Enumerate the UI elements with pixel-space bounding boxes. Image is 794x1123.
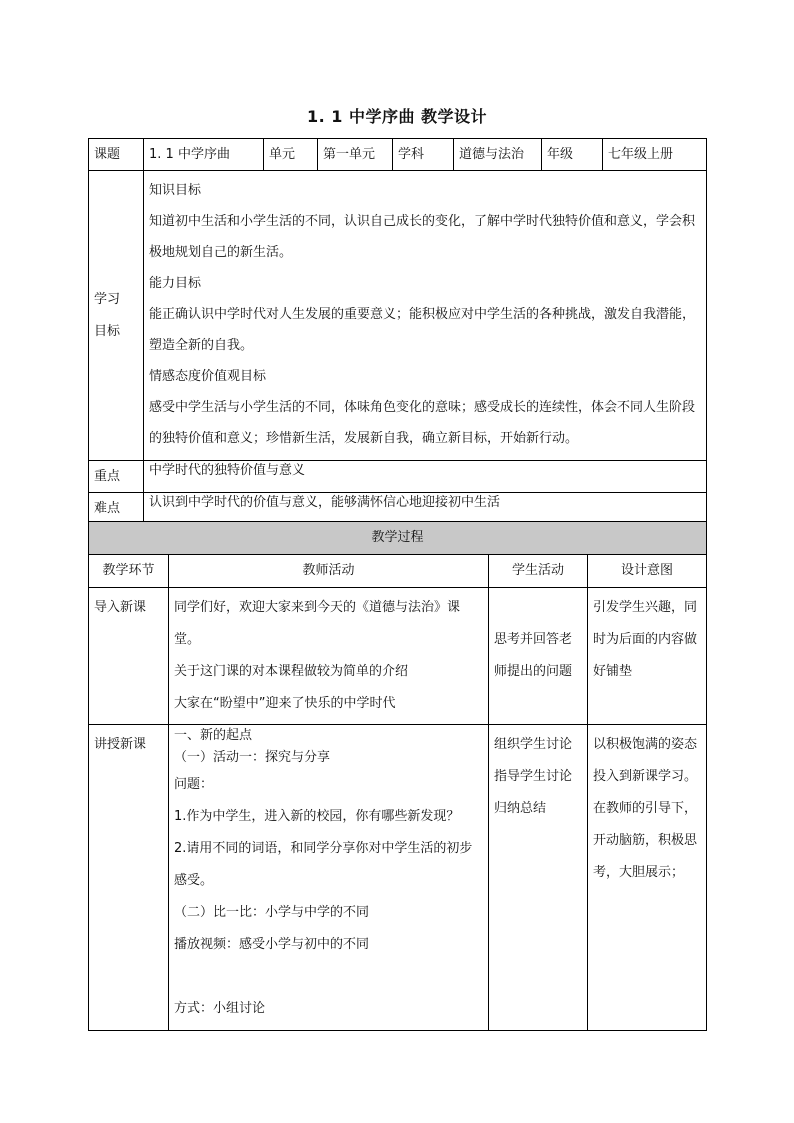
grade-label: 年级 [542,139,603,171]
key-point-label: 重点 [89,461,144,493]
goals-content [144,171,707,461]
emotion-goal-title: 情感态度价值观目标 [149,369,267,384]
student-lecture [489,725,588,1031]
student-lecture-line: 归纳总结 [494,801,547,816]
teacher-lecture-line: 2.请用不同的词语，和同学分享你对中学生活的初步感受。 [174,841,473,888]
student-lecture-line: 指导学生讨论 [494,769,573,784]
key-point-text: 中学时代的独特价值与意义 [144,461,707,493]
design-intro-text: 引发学生兴趣，同时为后面的内容做好铺垫 [593,600,698,679]
emotion-goal-text: 感受中学生活与小学生活的不同，体味角色变化的意味；感受成长的连续性，体会不同人生阶段的独特价值和意义；珍惜新生活，发展新自我，确立新目标，开始新行动。 [149,400,696,446]
teacher-intro-line: 同学们好，欢迎大家来到今天的《道德与法治》课堂。 [174,600,461,647]
teacher-lecture [169,725,489,1031]
goals-label [89,171,144,461]
info-table [88,138,707,525]
ability-goal-title: 能力目标 [149,276,202,291]
topic-value: 1. 1 中学序曲 [144,139,264,171]
knowledge-goal-text: 知道初中生活和小学生活的不同，认识自己成长的变化，了解中学时代独特价值和意义，学会积极地规划自己的新生活。 [149,214,696,260]
teacher-intro-line: 关于这门课的对本课程做较为简单的介绍 [174,664,409,679]
ability-goal-text: 能正确认识中学时代对人生发展的重要意义；能积极应对中学生活的各种挑战，激发自我潜能，塑造全新的自我。 [149,307,696,353]
header-stage: 教学环节 [89,555,169,588]
topic-label: 课题 [89,139,144,171]
subject-value: 道德与法治 [454,139,542,171]
teacher-lecture-line: 一、新的起点 [174,728,253,743]
difficult-point-text: 认识到中学时代的价值与意义，能够满怀信心地迎接初中生活 [144,493,707,525]
teacher-lecture-line: （二）比一比：小学与中学的不同 [174,905,370,920]
teacher-lecture-line: 问题： [174,777,214,792]
stage-lecture-text: 讲授新课 [94,737,147,752]
header-teacher: 教师活动 [169,555,489,588]
teacher-lecture-line: （一）活动一：探究与分享 [174,750,331,765]
page-title: 1. 1 中学序曲 教学设计 [306,107,488,126]
design-lecture-line: 以积极饱满的姿态投入到新课学习。 [593,737,698,784]
teacher-lecture-line: 方式：小组讨论 [174,1001,266,1016]
student-lecture-line: 组织学生讨论 [494,737,573,752]
goals-label-line2: 目标 [94,323,121,339]
student-intro-text: 思考并回答老师提出的问题 [494,632,573,679]
stage-intro [89,588,169,725]
subject-label: 学科 [393,139,454,171]
unit-value: 第一单元 [318,139,393,171]
stage-intro-text: 导入新课 [94,600,147,615]
student-intro [489,588,588,725]
grade-value: 七年级上册 [603,139,707,171]
teacher-intro-line: 大家在“盼望中”迎来了快乐的中学时代 [174,696,396,711]
knowledge-goal-title: 知识目标 [149,183,202,198]
header-student: 学生活动 [489,555,588,588]
design-intro [588,588,707,725]
teacher-lecture-line: 1.作为中学生，进入新的校园，你有哪些新发现？ [174,809,460,824]
teacher-lecture-line: 播放视频：感受小学与初中的不同 [174,937,370,952]
header-design: 设计意图 [588,555,707,588]
design-lecture [588,725,707,1031]
process-table [88,521,707,1031]
process-title: 教学过程 [89,522,707,555]
difficult-point-label: 难点 [89,493,144,525]
unit-label: 单元 [264,139,318,171]
design-lecture-line: 在教师的引导下，开动脑筋，积极思考，大胆展示； [593,801,698,880]
teacher-intro [169,588,489,725]
stage-lecture [89,725,169,1031]
teacher-lecture-line [174,961,485,993]
goals-label-line1: 学习 [94,291,121,307]
